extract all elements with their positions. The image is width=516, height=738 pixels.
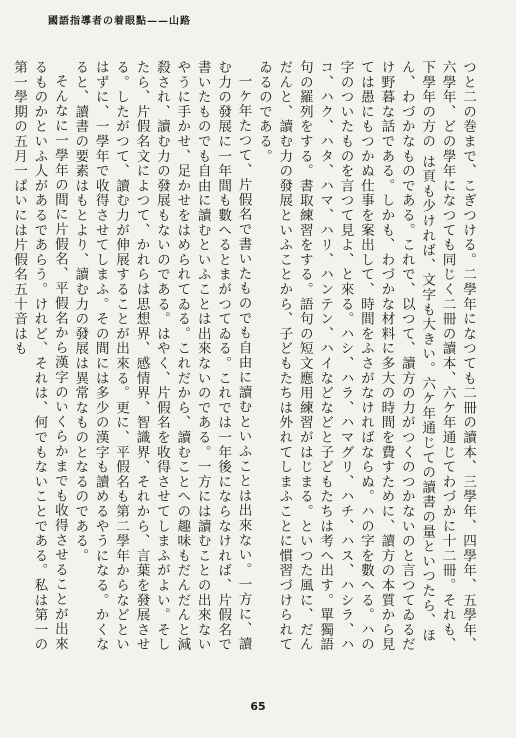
paragraph-1: つと二の巻まで、こぎつける。二學年になつても二冊の讀本、三學年、四學年、五學年、六學年、どの學年になつても同じく二冊の讀本、六ケ年通じてわづかに十二冊。それも、下學年の方の は頁も少ければ、文字も大きい。六ケ年通じての讀書の量といつたら、ほん、わづかなものである。これで、以つて、讀方の力がつくのつかないのと言つてゐるだけ野暮な話である。しかも、わづかな材料に多大の時間を費すために、讀方の本質から見ては愚にもつかぬ仕事を案出して、時間をふさがなければならぬ。ハの字を數へる。ハの字のついたものを言つて見よ、と來る。ハシ、ハラ、ハマグリ、ハチ、ハス、ハシラ、ハコ、ハク、ハタ、ハマ、ハリ、ハンテン、ハイなどなどと子どもたちは考へ出す。單獨語句の羅列をする。書取練習をする。語句の短文應用練習がはじまる。といつた風に、だんだんと、讀む力の發展といふことから、子どもたちは外れてしまふことに慣習づけられてゐるのである。 [255, 60, 476, 652]
paragraph-3: そんなに一學年の間に片假名、平假名から漢字のいくらかまでも收得させることが出來るものかといふ人があるであらう。けれど、それは、何でもないことである。私は第一の第一學期の五月一ぱいには片假名五十音はも [11, 60, 68, 652]
paragraph-2: 一ケ年たつて、片假名で書いたものでも自由に讀むといふことは出來ない。一方に、讀む力の發展に一年間も數へるとまがつてゐる。これでは一年後にならなければ、片假名で書いたものでも自由に讀むといふことは出來ないのである。一方には讀むことの出來ないやうに手かせ、足かせをはめられてゐる。これだから、讀むことへの趣味もだんだんと減殺され、讀む力の發展もないのである。はやく、片假名を收得させてしまふがよい。そしたら、片假名文によつて、かれらは思想界、感情界、智識界、それから、言葉を發展させる。したがつて、讀む力が伸展することが出來る。更に、平假名も第二學年からなどといはずに、一學年で收得させてしまふ。その間には多少の漢字も讀めるやうになる。かくなると、讀書の要素はもとより、讀む力の發展は異常なものとなるのである。 [72, 60, 252, 652]
running-header-text: 國語指導者の着眼點——山路 [48, 16, 191, 27]
body-text [11, 60, 478, 660]
running-header [48, 12, 516, 27]
page-number: 65 [250, 700, 266, 713]
